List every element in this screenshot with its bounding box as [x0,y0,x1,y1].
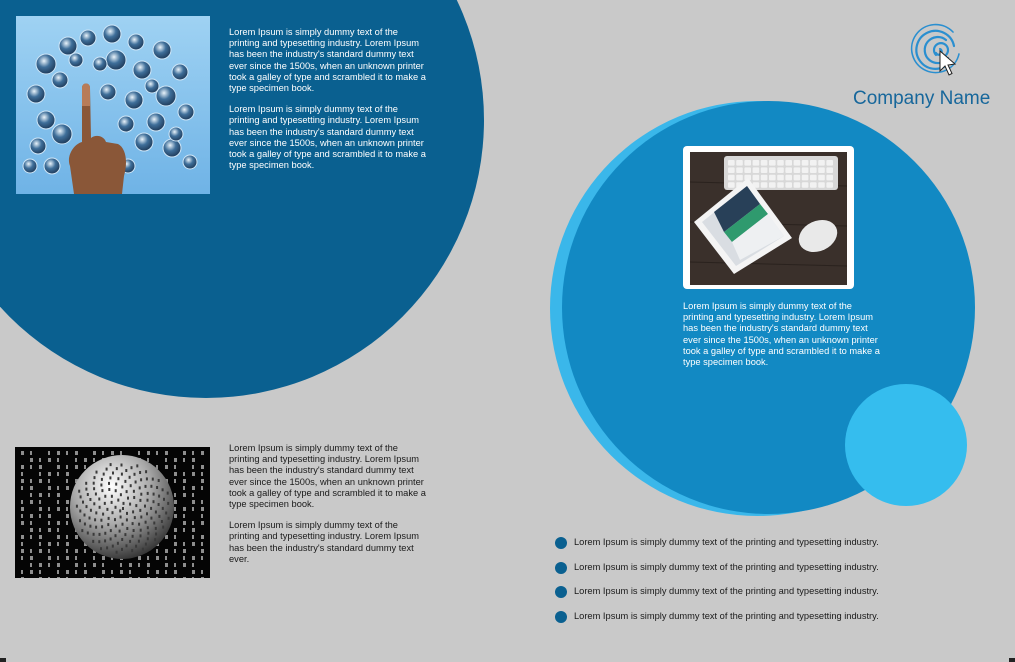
bullet-text: Lorem Ipsum is simply dummy text of the printing and typesetting industry. [574,586,879,596]
bullet-dot-icon [555,611,567,623]
list-item [555,585,879,610]
company-name: Company Name [853,88,991,109]
spiral-cursor-icon [906,18,972,84]
page-edge-mark-left [0,658,6,662]
bullet-dot-icon [555,586,567,598]
social-media-icons-image [16,16,210,194]
right-circle-text [683,301,883,378]
binary-globe-image [15,447,210,578]
top-left-paragraph-2: Lorem Ipsum is simply dummy text of the printing and typesetting industry. Lorem Ipsum has been the industry's standard dummy text ever since the 1500s, when an unknown printer took a galley of type and scrambled it to make a type specimen book. [229,104,426,171]
bullet-text: Lorem Ipsum is simply dummy text of the printing and typesetting industry. [574,537,879,547]
list-item [555,561,879,586]
right-circle-paragraph: Lorem Ipsum is simply dummy text of the printing and typesetting industry. Lorem Ipsum has been the industry's standard dummy text ever since the 1500s, when an unknown printer took a galley of type and scrambled it to make a type specimen book. [683,301,880,368]
bottom-left-text [229,443,429,575]
tablet-keyboard-mouse-image [690,152,847,285]
bullet-list [555,536,879,634]
photo-frame [683,146,854,289]
top-left-text [229,27,429,181]
bullet-text: Lorem Ipsum is simply dummy text of the printing and typesetting industry. [574,561,879,572]
bullet-dot-icon [555,562,567,574]
top-left-paragraph-1: Lorem Ipsum is simply dummy text of the printing and typesetting industry. Lorem Ipsum has been the industry's standard dummy text ever since the 1500s, when an unknown printer took a galley of type and scrambled it to make a type specimen book. [229,27,426,94]
page-edge-mark-right [1009,658,1015,662]
list-item [555,610,879,635]
list-item [555,536,879,561]
bullet-dot-icon [555,537,567,549]
bullet-text: Lorem Ipsum is simply dummy text of the printing and typesetting industry. [574,610,879,621]
bottom-left-paragraph-1: Lorem Ipsum is simply dummy text of the printing and typesetting industry. Lorem Ipsum has been the industry's standard dummy text ever since the 1500s, when an unknown printer took a galley of type and scrambled it to make a type specimen book. [229,443,426,510]
bottom-left-paragraph-2: Lorem Ipsum is simply dummy text of the printing and typesetting industry. Lorem Ipsum has been the industry's standard dummy text ever. [229,520,419,564]
small-accent-circle [845,384,967,506]
